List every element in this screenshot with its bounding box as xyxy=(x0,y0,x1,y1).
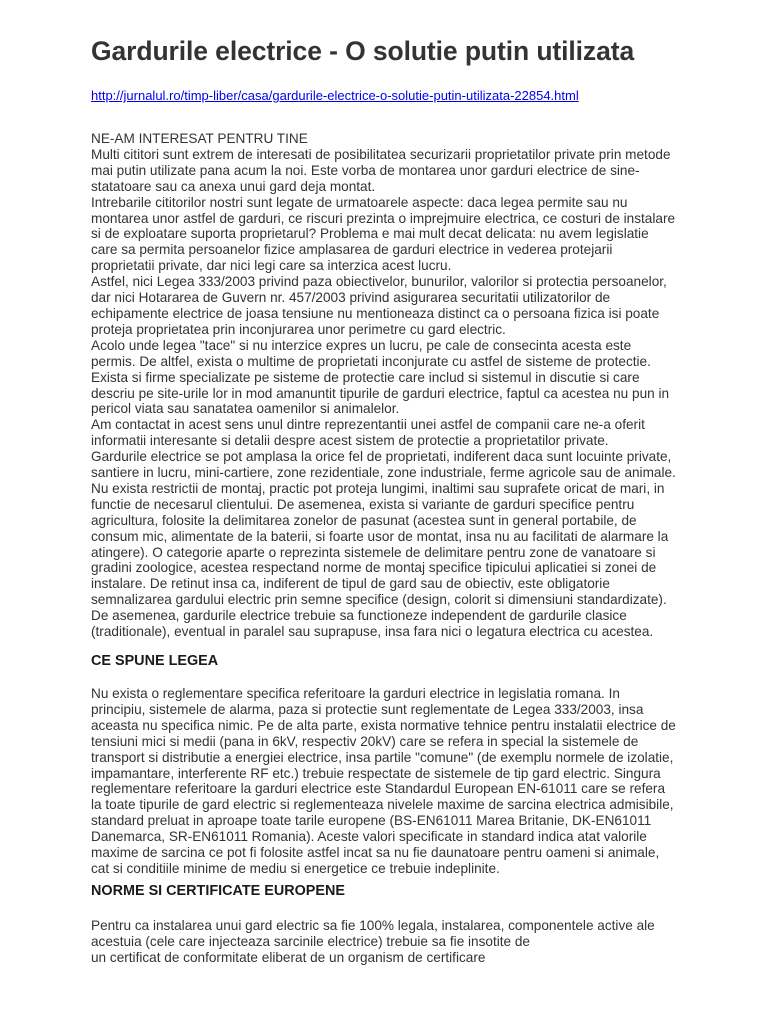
intro-line: Gardurile electrice se pot amplasa la orice fel de proprietati, indiferent daca sunt locuinte private, xyxy=(91,449,672,465)
legea-line: reglementare referitoare la garduri electrice este Standardul European EN-61011 care se refera xyxy=(91,781,666,797)
intro-line: proprietatii private, dar nici legi care sa interzica acest lucru. xyxy=(91,258,452,274)
legea-line: Nu exista o reglementare specifica referitoare la garduri electrice in legislatia romana. In xyxy=(91,686,620,701)
intro-line: pericol viata sau sanatatea oamenilor si animalelor. xyxy=(91,401,400,417)
intro-line: NE-AM INTERESAT PENTRU TINE xyxy=(91,131,308,146)
intro-line: informatii interesante si detalii despre acest sistem de protectie a proprietatilor private. xyxy=(91,433,609,449)
norme-line: un certificat de conformitate eliberat de un organism de certificare xyxy=(91,949,486,965)
intro-line: Intrebarile cititorilor nostri sunt legate de urmatoarele aspecte: daca legea permite sau nu xyxy=(91,194,628,210)
intro-line: dar nici Hotararea de Guvern nr. 457/2003 privind asigurarea securitatii utilizatorilor de xyxy=(91,290,611,306)
legea-line: transport si distributie a energiei electrice, insa partile "comune" (de exemplu normele de izolatie, xyxy=(91,749,674,765)
legea-line: principiu, sistemele de alarma, paza si protectie sunt reglementate de Legea 333/2003, insa xyxy=(91,701,644,717)
intro-line: permis. De altfel, exista o multime de proprietati inconjurate cu astfel de sisteme de protectie. xyxy=(91,353,651,369)
intro-line: Multi cititori sunt extrem de interesati de posibilitatea securizarii proprietatilor private prin metode xyxy=(91,146,671,162)
intro-line: Exista si firme specializate pe sisteme de protectie care includ si sistemul in discutie si care xyxy=(91,369,640,385)
article-intro xyxy=(91,131,751,640)
legea-line: Danemarca, SR-EN61011 Romania). Aceste valori specificate in standard indica atat valorile xyxy=(91,829,647,845)
section-heading-legea: CE SPUNE LEGEA xyxy=(91,653,219,669)
intro-line: statatoare sau ca anexa unui gard deja montat. xyxy=(91,178,376,194)
legea-line: cat si conditiile minime de mediu si energetice ce trebuie indeplinite. xyxy=(91,860,500,876)
intro-line: functie de necesarul clientului. De asemenea, exista si variante de garduri specifice pentru xyxy=(91,496,635,512)
norme-line: acestuia (cele care injecteaza sarcinile electrice) trebuie sa fie insotite de xyxy=(91,933,530,949)
intro-line: (traditionale), eventual in paralel sau suprapuse, insa fara nici o legatura electrica cu acestea. xyxy=(91,624,654,640)
intro-line: echipamente electrice de joasa tensiune nu mentioneaza distinct ca o persoana fizica isi poate xyxy=(91,305,660,321)
intro-line: De asemenea, gardurile electrice trebuie sa functioneze independent de gardurile clasice xyxy=(91,608,627,624)
section-heading-norme: NORME SI CERTIFICATE EUROPENE xyxy=(91,883,345,899)
intro-line: gradini zoologice, acestea respectand norme de montaj specifice tipicului aplicatiei si zonei de xyxy=(91,560,657,576)
intro-line: montarea unor astfel de garduri, ce riscuri prezinta o imprejmuire electrica, ce costuri de instalare xyxy=(91,210,676,226)
legea-line: tensiuni mici si medii (pana in 6kV, respectiv 20kV) care se refera in special la sistemele de xyxy=(91,733,639,749)
intro-line: descriu pe site-urile lor in mod amanuntit tipurile de garduri electrice, faptul ca acestea nu pun in xyxy=(91,385,670,401)
legea-line: aceasta nu specifica nimic. Pe de alta parte, exista normative tehnice pentru instalatii electrice de xyxy=(91,717,676,733)
intro-line: semnalizarea gardului electric prin semne specifice (design, colorit si dimensiuni standardizate). xyxy=(91,592,667,608)
intro-line: Am contactat in acest sens unul dintre reprezentantii unei astfel de companii care ne-a oferit xyxy=(91,417,645,433)
intro-line: instalare. De retinut insa ca, indiferent de tipul de gard sau de obiectiv, este obligatorie xyxy=(91,576,610,592)
intro-line: santiere in lucru, mini-cartiere, zone rezidentiale, zone industriale, ferme agricole sau de animale. xyxy=(91,465,676,481)
intro-line: consum mic, alimentate de la baterii, si foarte usor de montat, insa nu au facilitati de alarmare la xyxy=(91,528,669,544)
norme-line: Pentru ca instalarea unui gard electric sa fie 100% legala, instalarea, componentele active ale xyxy=(91,918,655,933)
intro-line: proteja proprietatea prin inconjurarea unor perimetre cu gard electric. xyxy=(91,321,506,337)
article-title: Gardurile electrice - O solutie putin utilizata xyxy=(91,36,635,66)
intro-line: Acolo unde legea "tace" si nu interzice expres un lucru, pe cale de consecinta acesta este xyxy=(91,337,632,353)
legea-line: impamantare, interferente RF etc.) trebuie respectate de sistemele de tip gard electric. Singura xyxy=(91,765,661,781)
source-link[interactable]: http://jurnalul.ro/timp-liber/casa/gardurile-electrice-o-solutie-putin-utilizata-22854.html xyxy=(91,88,579,103)
section-body-legea xyxy=(91,686,751,877)
intro-line: Nu exista restrictii de montaj, practic pot proteja lungimi, inaltimi sau suprafete oricat de mari, in xyxy=(91,480,665,496)
intro-line: care sa permita persoanelor fizice amplasarea de garduri electrice in vederea protejarii xyxy=(91,242,613,258)
intro-line: mai putin utilizate pana acum la noi. Este vorba de montarea unor garduri electrice de sine- xyxy=(91,162,640,178)
section-body-norme xyxy=(91,918,751,966)
intro-line: atingere). O categorie aparte o reprezinta sistemele de delimitare pentru zone de vanatoare si xyxy=(91,544,656,560)
legea-line: la toate tipurile de gard electric si reglementeaza nivelele maxime de sarcina electrica admisibile, xyxy=(91,797,674,813)
legea-line: standard preluat in aproape toate tarile europene (BS-EN61011 Marea Britanie, DK-EN61011 xyxy=(91,813,652,829)
intro-line: si de exploatare suporta proprietarul? Problema e mai mult decat delicata: nu avem legislatie xyxy=(91,226,649,242)
intro-line: Astfel, nici Legea 333/2003 privind paza obiectivelor, bunurilor, valorilor si protectia persoanelor, xyxy=(91,274,667,290)
legea-line: maxime de sarcina ce pot fi folosite astfel incat sa nu fie daunatoare pentru oameni si animale, xyxy=(91,845,660,861)
intro-line: agricultura, folosite la delimitarea zonelor de pasunat (acestea sunt in general portabile, de xyxy=(91,512,637,528)
